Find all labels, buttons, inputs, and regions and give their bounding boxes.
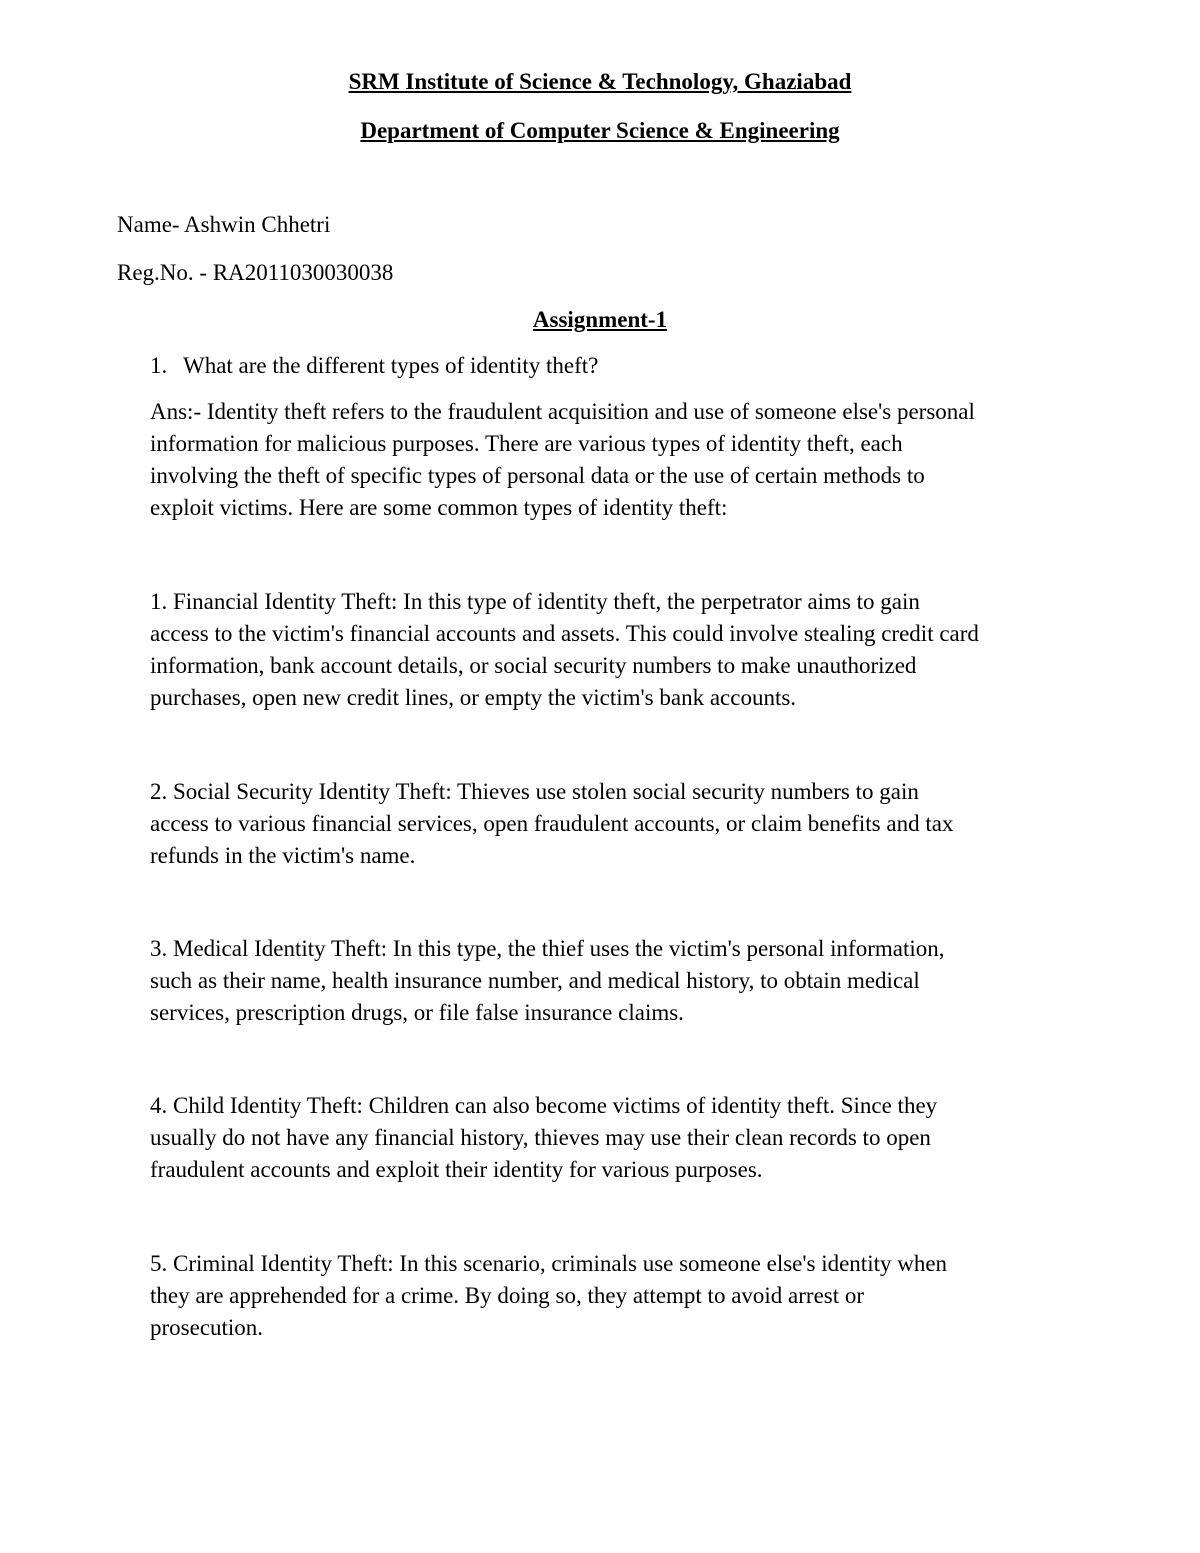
paragraph-line: 1. Financial Identity Theft: In this type of identity theft, the perpetrator aims to gain: [150, 589, 920, 614]
paragraph-line: information, bank account details, or social security numbers to make unauthorized: [150, 653, 917, 678]
paragraph-line: 2. Social Security Identity Theft: Thieves use stolen social security numbers to gain: [150, 779, 919, 804]
paragraph-line: prosecution.: [150, 1315, 264, 1340]
paragraph-line: such as their name, health insurance number, and medical history, to obtain medical: [150, 968, 920, 993]
paragraph-line: exploit victims. Here are some common types of identity theft:: [150, 495, 728, 520]
question-text: What are the different types of identity theft?: [183, 353, 599, 378]
paragraph-line: access to the victim's financial accounts and assets. This could involve stealing credit card: [150, 621, 979, 646]
paragraph-line: Ans:- Identity theft refers to the fraudulent acquisition and use of someone else's personal: [150, 399, 975, 424]
paragraph-line: services, prescription drugs, or file false insurance claims.: [150, 1000, 684, 1025]
paragraph-line: information for malicious purposes. There are various types of identity theft, each: [150, 431, 903, 456]
social-security-identity-theft-paragraph: [150, 776, 1095, 872]
paragraph-line: 4. Child Identity Theft: Children can also become victims of identity theft. Since they: [150, 1093, 938, 1118]
student-name: Name- Ashwin Chhetri: [117, 212, 331, 237]
question-number: 1.: [150, 353, 168, 378]
financial-identity-theft-paragraph: [150, 586, 1095, 714]
child-identity-theft-paragraph: [150, 1090, 1095, 1186]
registration-number: Reg.No. - RA2011030030038: [117, 260, 394, 285]
paragraph-line: refunds in the victim's name.: [150, 843, 416, 868]
paragraph-line: involving the theft of specific types of personal data or the use of certain methods to: [150, 463, 925, 488]
answer-intro-paragraph: [150, 396, 1095, 524]
assignment-title: Assignment-1: [532, 307, 668, 332]
paragraph-line: they are apprehended for a crime. By doing so, they attempt to avoid arrest or: [150, 1283, 865, 1308]
paragraph-line: 3. Medical Identity Theft: In this type, the thief uses the victim's personal information,: [150, 936, 945, 961]
department-heading: Department of Computer Science & Engineering: [360, 118, 840, 143]
institution-heading: SRM Institute of Science & Technology, Ghaziabad: [348, 69, 852, 94]
paragraph-line: purchases, open new credit lines, or empty the victim's bank accounts.: [150, 685, 797, 710]
paragraph-line: 5. Criminal Identity Theft: In this scenario, criminals use someone else's identity when: [150, 1251, 948, 1276]
question-item: [150, 352, 598, 380]
medical-identity-theft-paragraph: [150, 933, 1095, 1029]
paragraph-line: usually do not have any financial history, thieves may use their clean records to open: [150, 1125, 931, 1150]
criminal-identity-theft-paragraph: [150, 1248, 1095, 1344]
paragraph-line: fraudulent accounts and exploit their identity for various purposes.: [150, 1157, 763, 1182]
paragraph-line: access to various financial services, open fraudulent accounts, or claim benefits and tax: [150, 811, 954, 836]
